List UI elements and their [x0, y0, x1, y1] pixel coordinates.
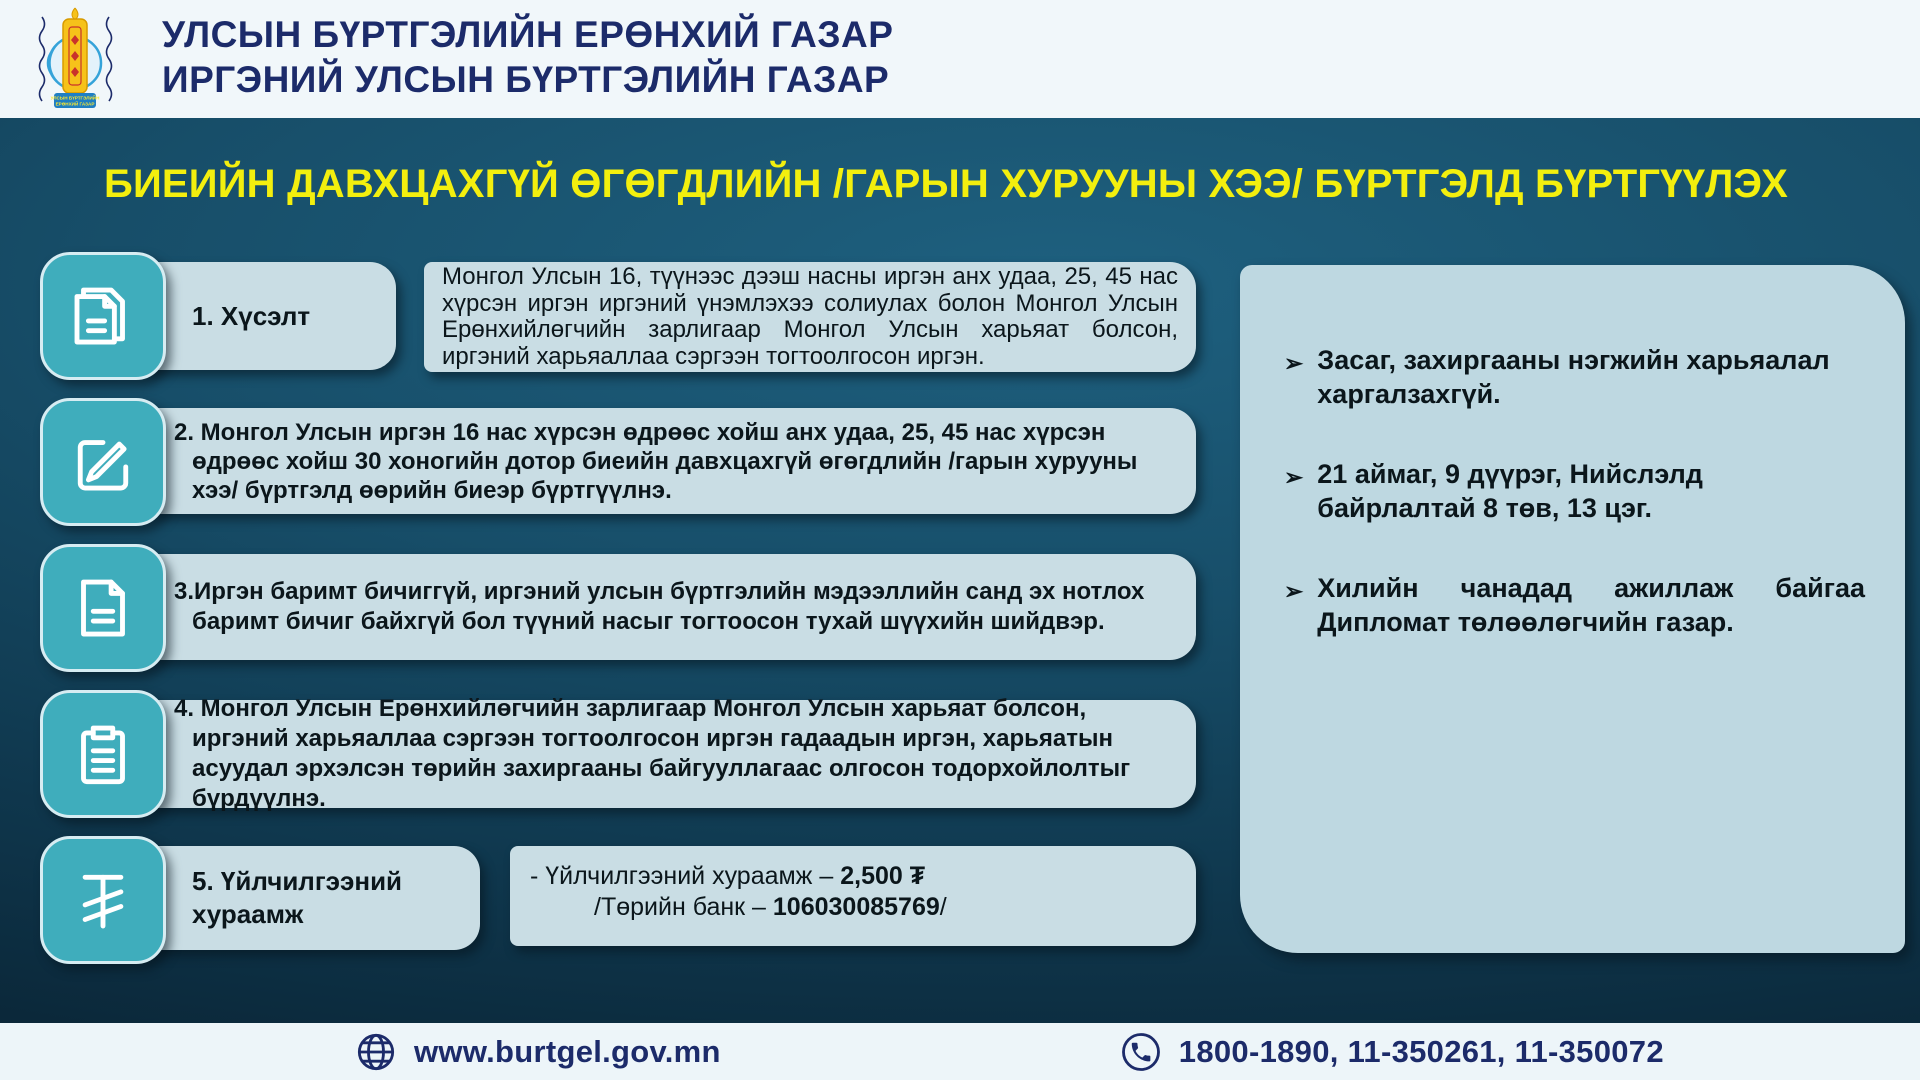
phone-contact [1121, 1032, 1664, 1072]
note-item [1284, 571, 1865, 639]
step-3-text: 3.Иргэн баримт бичиггүй, иргэний улсын бүртгэлийн мэдээллийн санд эх нотлох баримт бичиг байхгүй бол түүний насыг тогтоосон тухай шүүхийн шийдвэр. [174, 578, 1145, 635]
fee-box [510, 846, 1196, 946]
arrow-bullet-icon: ➢ [1284, 578, 1304, 604]
step-2-text-box [150, 408, 1196, 514]
step-2-text: 2. Монгол Улсын иргэн 16 нас хүрсэн өдрөөс хойш анх удаа, 25, 45 нас хүрсэн өдрөөс хойш 30 хоногийн дотор биеийн давхцахгүй өгөгдлийн /гарын хурууны хээ/ бүртгэлд өөрийн биеэр бүртгүүлнэ. [174, 418, 1138, 504]
step-4-tile [40, 690, 166, 818]
note-1-text: Засаг, захиргааны нэгжийн харьяалал харгалзахгүй. [1317, 345, 1830, 409]
org-title-line1: УЛСЫН БҮРТГЭЛИЙН ЕРӨНХИЙ ГАЗАР [162, 14, 894, 55]
website-contact [356, 1032, 721, 1072]
page-title: БИЕИЙН ДАВХЦАХГҮЙ ӨГӨГДЛИЙН /ГАРЫН ХУРУУНЫ ХЭЭ/ БҮРТГЭЛД БҮРТГҮҮЛЭХ [104, 162, 1789, 206]
phone-numbers-text: 1800-1890, 11-350261, 11-350072 [1178, 1033, 1664, 1069]
clipboard-icon [64, 715, 142, 793]
step-4-text: 4. Монгол Улсын Ерөнхийлөгчийн зарлигаар Монгол Улсын харьяат болсон, иргэний харьяаллаа сэргээн тогтоолгосон иргэн гадаадын иргэн, харьяатын асуудал эрхэлсэн төрийн захиргааны байгууллагаас олгосон тодорхойлолтыг бүрдүүлнэ. [174, 695, 1131, 812]
step-5-tile [40, 836, 166, 964]
header [0, 0, 1920, 118]
agency-logo [30, 5, 120, 113]
notes-panel [1240, 265, 1905, 953]
logo-caption-line2: ЕРӨНХИЙ ГАЗАР [55, 101, 95, 107]
document-icon [64, 569, 142, 647]
footer [0, 1023, 1920, 1080]
fee-line1: - Үйлчилгээний хураамж – 2,500 ₮ [530, 862, 925, 890]
step-4-text-box [150, 695, 1196, 812]
step-1-label: 1. Хүсэлт [142, 262, 396, 370]
org-title-line2: ИРГЭНИЙ УЛСЫН БҮРТГЭЛИЙН ГАЗАР [162, 59, 890, 100]
arrow-bullet-icon: ➢ [1284, 464, 1304, 490]
fee-account: 106030085769 [772, 893, 940, 921]
step-2-tile [40, 398, 166, 526]
step-3-text-box [150, 554, 1196, 660]
step-5-label: 5. Үйлчилгээний хураамж [142, 846, 480, 950]
step-3-tile [40, 544, 166, 672]
step-1-tile [40, 252, 166, 380]
step-1-text: Монгол Улсын 16, түүнээс дээш насны иргэн анх удаа, 25, 45 нас хүрсэн иргэн иргэний үнэмлэхээ солиулах болон Монгол Улсын Ерөнхийлөгчийн зарлигаар Монгол Улсын харьяат болсон, иргэний харьяаллаа сэргээн тогтоолгосон иргэн. [442, 263, 1178, 370]
fee-line2: /Төрийн банк – 106030085769/ [594, 893, 947, 921]
arrow-bullet-icon: ➢ [1284, 350, 1304, 376]
edit-icon [64, 423, 142, 501]
note-3-text: Хилийн чанадад ажиллаж байгаа Дипломат төлөөлөгчийн газар. [1317, 573, 1865, 637]
phone-icon [1121, 1032, 1161, 1072]
step-1-text-box [424, 262, 1196, 372]
website-text: www.burtgel.gov.mn [414, 1033, 721, 1069]
main-content [0, 118, 1920, 1023]
documents-icon [64, 277, 142, 355]
tugrik-icon [64, 861, 142, 939]
logo-caption-line1: УЛСЫН БҮРТГЭЛИЙН [50, 95, 100, 101]
note-2-text: 21 аймаг, 9 дүүрэг, Нийслэлд байрлалтай 8 төв, 13 цэг. [1317, 459, 1703, 523]
note-item [1284, 457, 1865, 525]
note-item [1284, 343, 1865, 411]
globe-icon [356, 1032, 396, 1072]
fee-amount: 2,500 ₮ [840, 862, 925, 890]
org-title-block [162, 12, 893, 102]
